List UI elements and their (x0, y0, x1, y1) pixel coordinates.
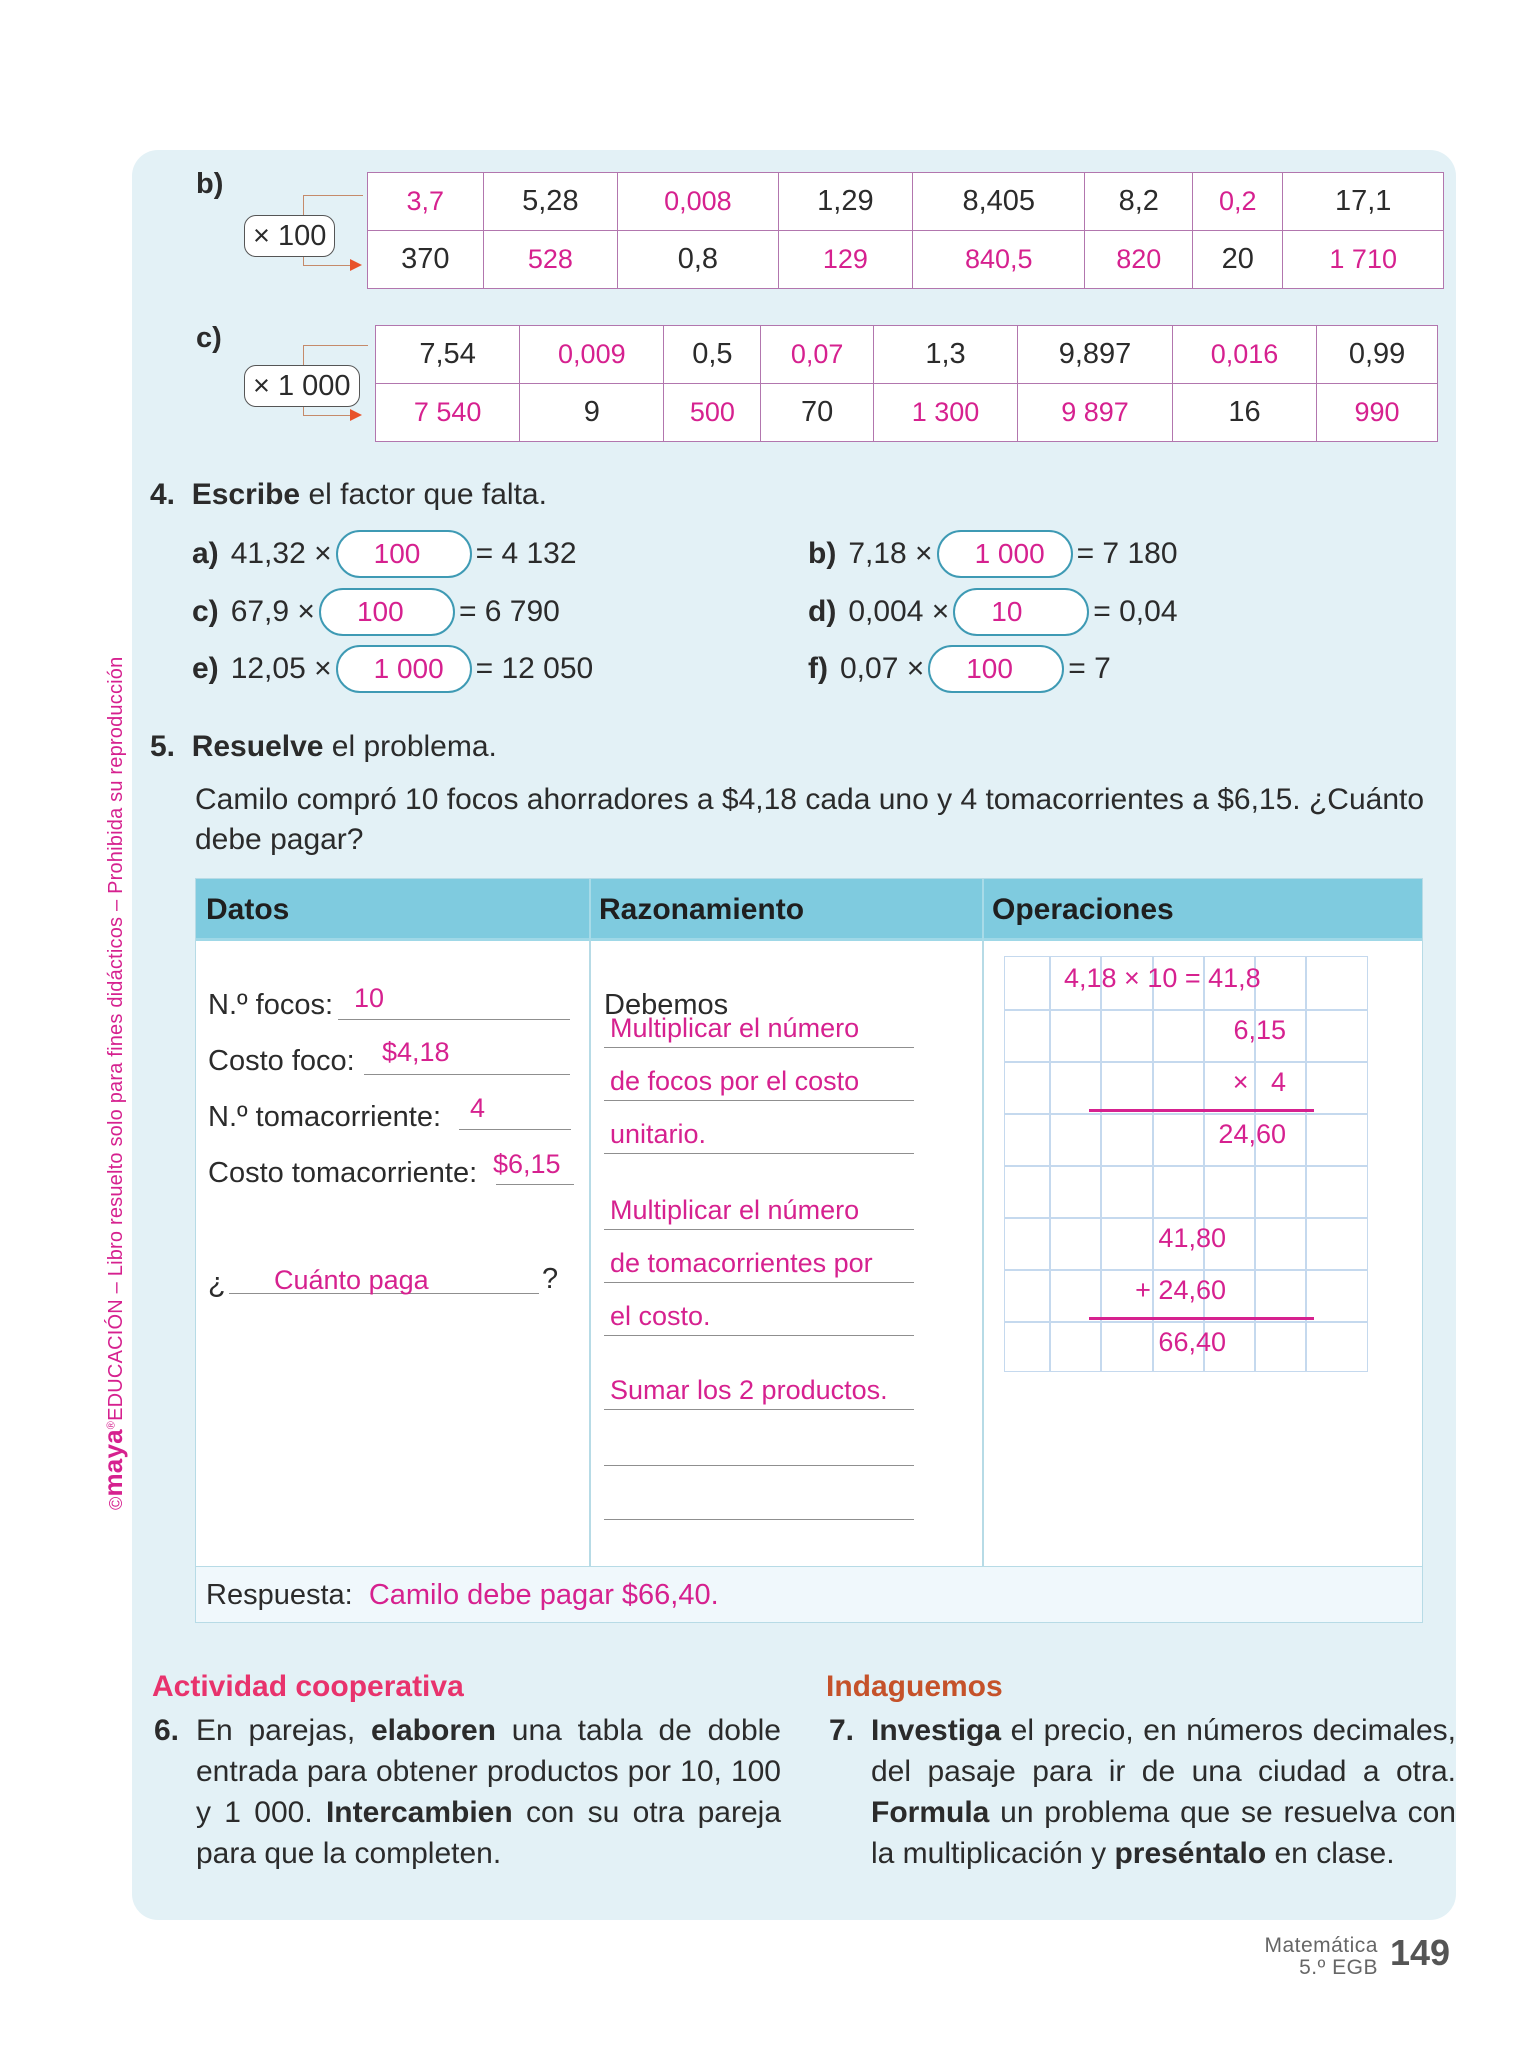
table-cell: 1,3 (873, 326, 1017, 384)
op-mult-operator: × 4 (1232, 1067, 1286, 1097)
emphasis-verb: Investiga (871, 1714, 1002, 1747)
table-cell[interactable]: 1 300 (873, 384, 1017, 442)
table-cell: 370 (368, 231, 484, 289)
table-cell: 0,8 (618, 231, 779, 289)
table-cell: 16 (1172, 384, 1316, 442)
table-cell[interactable]: 0,008 (618, 173, 779, 231)
table-cell[interactable]: 500 (664, 384, 761, 442)
conversion-table-c (375, 325, 1438, 442)
op-rule (1089, 1109, 1314, 1112)
problem-solving-table (195, 878, 1423, 1623)
equation-a: a) 41,32 × 100 = 4 132 (192, 530, 577, 578)
header-datos: Datos (206, 893, 290, 926)
table-cell[interactable]: 0,009 (520, 326, 664, 384)
writing-line (604, 1409, 914, 1410)
equation-b: b) 7,18 × 1 000 = 7 180 (808, 530, 1178, 578)
activity-7-text: 7. Investiga el precio, en números decimales, del pasaje para ir de una ciudad a otra. Formula un problema que se resuelva con la multiplicación y preséntalo en clase. (829, 1714, 1456, 1870)
table-cell: 70 (761, 384, 874, 442)
table-cell: 7,54 (376, 326, 520, 384)
answer-value[interactable]: Camilo debe pagar $66,40. (368, 1579, 719, 1611)
emphasis-verb: Intercambien (325, 1796, 513, 1829)
op-mult-result: 24,60 (1218, 1119, 1286, 1149)
answer-input[interactable]: 100 (336, 530, 472, 578)
brand-logo: maya (98, 1429, 128, 1497)
writing-line (604, 1153, 914, 1154)
grid-line (1005, 1061, 1367, 1063)
copyright-note: ©maya®EDUCACIÓN – Libro resuelto solo para fines didácticos – Prohibida su reproducción (98, 656, 128, 1510)
table-cell: 5,28 (483, 173, 617, 231)
table-cell[interactable]: 3,7 (368, 173, 484, 231)
multiplier-tag: × 1 000 (244, 365, 360, 407)
equation-f: f) 0,07 × 100 = 7 (808, 645, 1111, 693)
table-cell[interactable]: 0,07 (761, 326, 874, 384)
writing-line (604, 1047, 914, 1048)
datum-costo-tomacorriente-label: Costo tomacorriente: (208, 1157, 478, 1189)
grid-line (1005, 1113, 1367, 1115)
reasoning-step[interactable]: Multiplicar el número (610, 1195, 860, 1225)
grid-line (1005, 1269, 1367, 1271)
page-number: 149 (1390, 1932, 1451, 1973)
answer-input[interactable]: 10 (953, 588, 1089, 636)
table-cell: 20 (1193, 231, 1283, 289)
equation-d: d) 0,004 × 10 = 0,04 (808, 588, 1178, 636)
reasoning-intro: Debemos (604, 989, 729, 1021)
table-row-bottom (368, 231, 1444, 289)
table-row-top (376, 326, 1438, 384)
table-cell: 0,99 (1317, 326, 1438, 384)
question-open: ¿ (208, 1267, 226, 1299)
writing-line (604, 1335, 914, 1336)
table-cell: 8,2 (1085, 173, 1193, 231)
text-run: con su otra pareja para que la completen. (196, 1796, 781, 1870)
text-run: un problema que se resuelva con la multiplicación y (871, 1796, 1456, 1870)
table-cell[interactable]: 820 (1085, 231, 1193, 289)
answer-label: Respuesta: (206, 1579, 353, 1611)
header-operaciones: Operaciones (992, 893, 1174, 926)
op-sum-result: 66,40 (1158, 1327, 1226, 1357)
exercise-3b-label: b) (196, 168, 224, 200)
answer-input[interactable]: 1 000 (336, 645, 472, 693)
grid-line (1305, 957, 1307, 1371)
conversion-table-b (367, 172, 1444, 289)
table-cell[interactable]: 990 (1317, 384, 1438, 442)
reasoning-step[interactable]: de focos por el costo (610, 1066, 860, 1096)
table-cell[interactable]: 528 (483, 231, 617, 289)
grid-line (1049, 957, 1051, 1371)
op-sum-top: 41,80 (1158, 1223, 1226, 1253)
table-cell: 9,897 (1018, 326, 1173, 384)
table-row-top (368, 173, 1444, 231)
equation-c: c) 67,9 × 100 = 6 790 (192, 588, 560, 636)
datum-focos-label: N.º focos: (208, 989, 334, 1021)
text-run: En parejas, (196, 1714, 371, 1747)
header-razonamiento: Razonamiento (599, 893, 805, 926)
op-mult-top: 6,15 (1233, 1015, 1286, 1045)
datum-costo-foco-value[interactable]: $4,18 (382, 1037, 450, 1067)
writing-line (604, 1229, 914, 1230)
table-cell[interactable]: 7 540 (376, 384, 520, 442)
activity-cooperativa-title: Actividad cooperativa (152, 1670, 464, 1703)
emphasis-verb: elaboren (370, 1714, 497, 1747)
exercise-5-title: 5. Resuelve el problema. (150, 730, 497, 763)
writing-line (604, 1100, 914, 1101)
emphasis-verb: preséntalo (1114, 1837, 1267, 1870)
exercise-3c-label: c) (196, 322, 222, 354)
answer-input[interactable]: 1 000 (937, 530, 1073, 578)
datum-tomacorriente-label: N.º tomacorriente: (208, 1101, 442, 1133)
text-run: una tabla de doble entrada para obtener productos por 10, 100 y 1 000. (196, 1714, 781, 1829)
grid-line (1100, 957, 1102, 1371)
reasoning-step[interactable]: Multiplicar el número (610, 1013, 860, 1043)
indaguemos-title: Indaguemos (826, 1670, 1003, 1703)
equation-e: e) 12,05 × 1 000 = 12 050 (192, 645, 593, 693)
answer-input[interactable]: 100 (928, 645, 1064, 693)
grid-line (1005, 1321, 1367, 1323)
reasoning-step[interactable]: de tomacorrientes por (610, 1248, 873, 1278)
table-cell: 1,29 (778, 173, 912, 231)
reasoning-step[interactable]: Sumar los 2 productos. (610, 1375, 888, 1405)
table-cell[interactable]: 0,2 (1193, 173, 1283, 231)
table-cell: 8,405 (913, 173, 1085, 231)
datum-costo-tomacorriente-value[interactable]: $6,15 (493, 1149, 561, 1179)
writing-line (604, 1519, 914, 1520)
table-cell: 0,5 (664, 326, 761, 384)
question-close: ? (542, 1263, 559, 1295)
exercise-4-title: 4. Escribe el factor que falta. (150, 478, 547, 511)
footer-subject: Matemática 5.º EGB (1264, 1934, 1378, 1979)
op-rule (1089, 1317, 1314, 1320)
text-run: en clase. (1266, 1837, 1395, 1870)
datum-costo-foco-label: Costo foco: (208, 1045, 355, 1077)
answer-row (196, 1566, 1422, 1622)
writing-line (604, 1282, 914, 1283)
operations-grid (1004, 956, 1368, 1372)
datum-focos-value[interactable]: 10 (354, 983, 385, 1013)
datum-tomacorriente-value[interactable]: 4 (470, 1093, 486, 1123)
grid-line (1005, 1165, 1367, 1167)
table-cell[interactable]: 9 897 (1018, 384, 1173, 442)
reasoning-step[interactable]: unitario. (610, 1119, 707, 1149)
multiplier-tag: × 100 (244, 215, 335, 257)
table-cell: 9 (520, 384, 664, 442)
table-cell[interactable]: 0,016 (1172, 326, 1316, 384)
reasoning-step[interactable]: el costo. (610, 1301, 711, 1331)
activity-6-text: 6. En parejas, elaboren una tabla de doble entrada para obtener productos por 10, 100 y 1 000. Intercambien con su otra pareja para que la completen. (154, 1714, 781, 1870)
arrow-right-icon (350, 409, 362, 421)
table-cell[interactable]: 1 710 (1283, 231, 1444, 289)
text-run: el precio, en números decimales, del pasaje para ir de una ciudad a otra. (871, 1714, 1456, 1788)
answer-input[interactable]: 100 (319, 588, 455, 636)
op-sum-operator: + 24,60 (1135, 1275, 1226, 1305)
table-cell[interactable]: 129 (778, 231, 912, 289)
table-header (196, 879, 1422, 941)
table-cell: 17,1 (1283, 173, 1444, 231)
table-cell[interactable]: 840,5 (913, 231, 1085, 289)
grid-line (1005, 1217, 1367, 1219)
grid-line (1005, 1009, 1367, 1011)
problem-statement: Camilo compró 10 focos ahorradores a $4,18 cada uno y 4 tomacorrientes a $6,15. ¿Cuánto debe pagar? (195, 783, 1425, 856)
grid-line (1152, 957, 1154, 1371)
question-value[interactable]: Cuánto paga (274, 1265, 429, 1295)
emphasis-verb: Formula (871, 1796, 990, 1829)
table-row-bottom (376, 384, 1438, 442)
arrow-right-icon (350, 259, 362, 271)
writing-line (604, 1465, 914, 1466)
op-line1: 4,18 × 10 = 41,8 (1064, 963, 1261, 993)
